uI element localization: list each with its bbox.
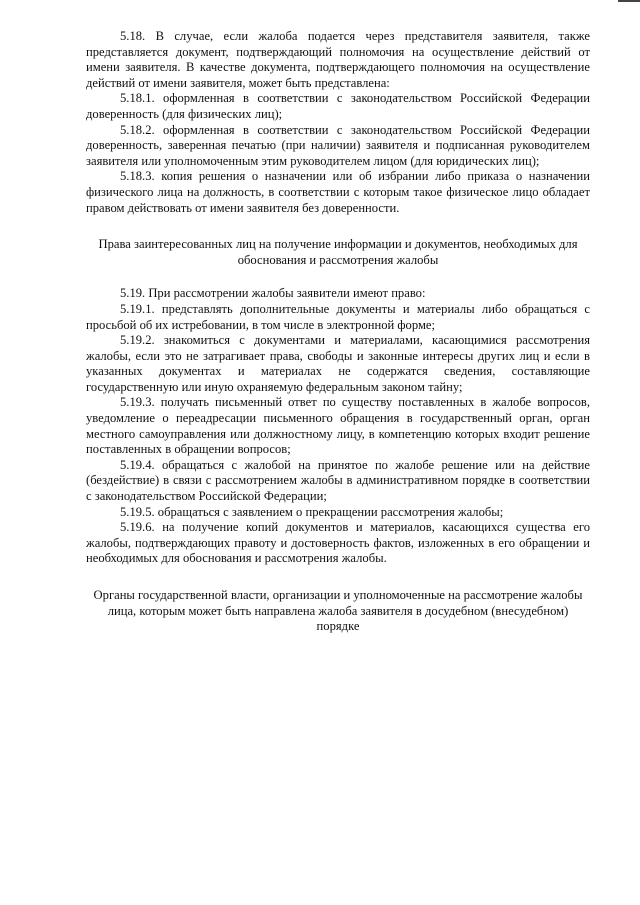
heading-rights: Права заинтересованных лиц на получение информации и документов, необходимых для обоснования и рассмотрения жалобы <box>98 237 578 267</box>
paragraph-5-18-3: 5.18.3. копия решения о назначении или об избрании либо приказа о назначении физического лица на должность, в соответствии с которым такое физическое лицо обладает правом действовать от имени заявителя без доверенности. <box>86 169 590 215</box>
paragraph-5-18: 5.18. В случае, если жалоба подается через представителя заявителя, также представляется документ, подтверждающий полномочия на осуществление действий от имени заявителя. В качестве документа, подтверждающего полномочия на осуществление действий от имени заявителя, может быть представлена: <box>86 29 590 90</box>
paragraph-5-19-1: 5.19.1. представлять дополнительные документы и материалы либо обращаться с просьбой об их истребовании, в том числе в электронной форме; <box>86 301 590 332</box>
heading-organs: Органы государственной власти, организации и уполномоченные на рассмотрение жалобы лица, которым может быть направлена жалоба заявителя в досудебном (внесудебном) порядке <box>93 588 583 634</box>
paragraph-5-18-1: 5.18.1. оформленная в соответствии с законодательством Российской Федерации доверенность (для физических лиц); <box>86 91 590 121</box>
scan-edge-mark <box>618 0 640 2</box>
paragraph-5-19-3: 5.19.3. получать письменный ответ по существу поставленных в жалобе вопросов, уведомление о переадресации письменного обращения в государственный орган, орган местного самоуправления или должностному лицу, в компетенцию которых входит решение поставленных в обращении вопросов; <box>86 395 590 457</box>
document-body <box>86 29 590 653</box>
paragraph-5-19-5: 5.19.5. обращаться с заявлением о прекращении рассмотрения жалобы; <box>120 504 504 519</box>
paragraph-5-19: 5.19. При рассмотрении жалобы заявители имеют право: <box>120 286 426 301</box>
paragraph-5-19-4: 5.19.4. обращаться с жалобой на принятое по жалобе решение или на действие (бездействие) в связи с рассмотрением жалобы в административном порядке в соответствии с законодательством Российской Федерации; <box>86 457 590 504</box>
paragraph-5-19-6: 5.19.6. на получение копий документов и материалов, касающихся существа его жалобы, подтверждающих правоту и достоверность фактов, изложенных в его обращении и необходимых для обоснования и рассмотрения жалобы. <box>86 520 590 566</box>
paragraph-5-19-2: 5.19.2. знакомиться с документами и материалами, касающимися рассмотрения жалобы, если это не затрагивает права, свободы и законные интересы других лиц и если в указанных документах и материалах не содержатся сведения, составляющие государственную или иную охраняемую федеральным законом тайну; <box>86 333 590 394</box>
paragraph-5-18-2: 5.18.2. оформленная в соответствии с законодательством Российской Федерации доверенность, заверенная печатью (при наличии) заявителя и подписанная руководителем заявителя или уполномоченным этим руководителем лицом (для юридических лиц); <box>86 122 590 168</box>
